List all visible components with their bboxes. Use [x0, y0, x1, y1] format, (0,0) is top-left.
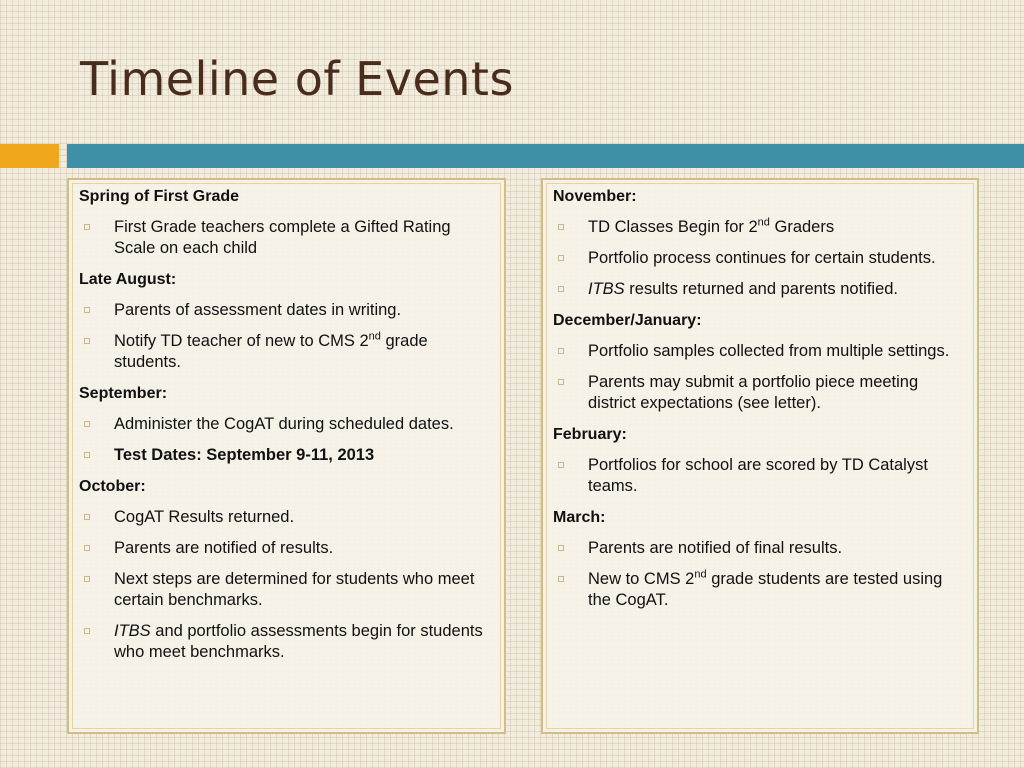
square-bullet-icon	[84, 576, 90, 582]
square-bullet-icon	[84, 545, 90, 551]
list-item	[553, 538, 965, 559]
square-bullet-icon	[558, 255, 564, 261]
list-item-text: Parents are notified of final results.	[588, 539, 843, 557]
square-bullet-icon	[558, 379, 564, 385]
list-item-text: Next steps are determined for students who meet certain benchmarks.	[114, 570, 475, 609]
square-bullet-icon	[84, 452, 90, 458]
list-item	[553, 279, 965, 300]
slide-title: Timeline of Events	[80, 52, 514, 106]
list-item	[79, 507, 492, 528]
square-bullet-icon	[558, 545, 564, 551]
section-heading-october: October:	[79, 478, 146, 495]
section-heading-december-january: December/January:	[553, 312, 702, 329]
square-bullet-icon	[558, 348, 564, 354]
list-item	[553, 569, 965, 611]
square-bullet-icon	[84, 338, 90, 344]
square-bullet-icon	[84, 421, 90, 427]
list-item	[79, 569, 492, 611]
list-item-text: Administer the CogAT during scheduled dates.	[114, 415, 454, 433]
list-item-text: CogAT Results returned.	[114, 508, 295, 526]
list-item	[79, 217, 492, 259]
test-dates-text: Test Dates: September 9-11, 2013	[114, 446, 375, 464]
section-heading-february: February:	[553, 426, 627, 443]
square-bullet-icon	[558, 576, 564, 582]
square-bullet-icon	[84, 514, 90, 520]
list-item-text: New to CMS 2nd grade students are tested using the CogAT.	[588, 568, 943, 609]
section-heading-spring: Spring of First Grade	[79, 188, 240, 205]
list-item-text: ITBS and portfolio assessments begin for students who meet benchmarks.	[114, 622, 483, 661]
accent-bar-orange	[0, 144, 59, 168]
list-item-text: First Grade teachers complete a Gifted Rating Scale on each child	[114, 218, 451, 257]
section-heading-november: November:	[553, 188, 637, 205]
list-item-text: ITBS results returned and parents notified.	[588, 280, 899, 298]
list-item-text: Parents of assessment dates in writing.	[114, 301, 402, 319]
list-item-text: TD Classes Begin for 2nd Graders	[588, 216, 835, 236]
list-item-text: Portfolio samples collected from multiple settings.	[588, 342, 950, 360]
square-bullet-icon	[84, 224, 90, 230]
right-timeline-panel	[541, 178, 979, 734]
list-item	[79, 621, 492, 663]
list-item-text: Parents are notified of results.	[114, 539, 334, 557]
square-bullet-icon	[84, 628, 90, 634]
list-item-text: Notify TD teacher of new to CMS 2nd grade students.	[114, 330, 428, 371]
list-item	[79, 414, 492, 435]
square-bullet-icon	[558, 224, 564, 230]
list-item	[553, 372, 965, 414]
list-item	[553, 455, 965, 497]
list-item-text: Portfolio process continues for certain students.	[588, 249, 936, 267]
list-item-text: Parents may submit a portfolio piece meeting district expectations (see letter).	[588, 373, 919, 412]
accent-bar-teal	[67, 144, 1024, 168]
list-item	[79, 300, 492, 321]
list-item	[553, 248, 965, 269]
list-item	[553, 217, 965, 238]
list-item	[553, 341, 965, 362]
section-heading-late-august: Late August:	[79, 271, 177, 288]
list-item	[79, 331, 492, 373]
section-heading-september: September:	[79, 385, 168, 402]
list-item-text: Portfolios for school are scored by TD Catalyst teams.	[588, 456, 928, 495]
square-bullet-icon	[558, 462, 564, 468]
list-item	[79, 538, 492, 559]
list-item	[79, 445, 492, 466]
square-bullet-icon	[558, 286, 564, 292]
section-heading-march: March:	[553, 509, 606, 526]
square-bullet-icon	[84, 307, 90, 313]
left-timeline-panel	[67, 178, 506, 734]
